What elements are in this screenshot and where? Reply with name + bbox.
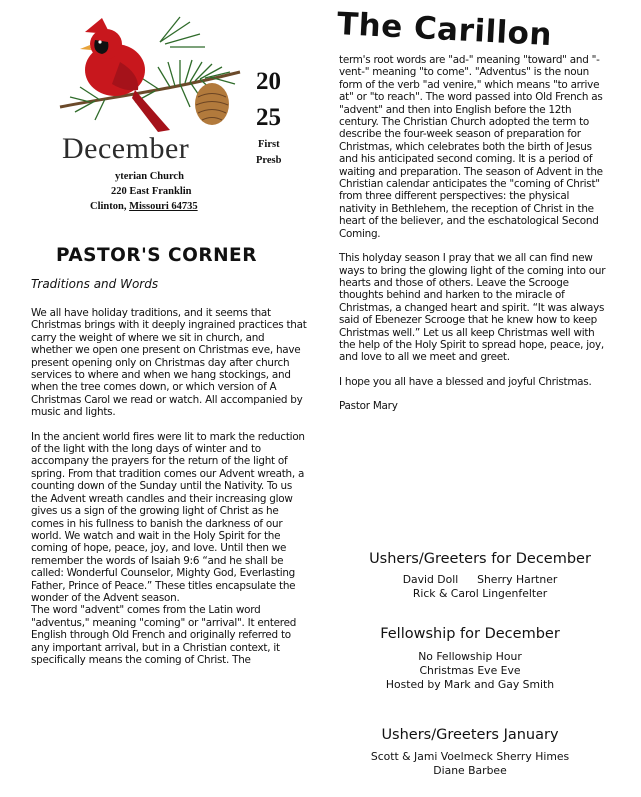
fellowship-december-title: Fellowship for December: [380, 626, 560, 642]
church-name-part3: yterian Church: [115, 171, 184, 182]
church-address-city: [90, 201, 198, 212]
newsletter-title: The Carillon: [336, 6, 553, 54]
usher-name: Sherry Hartner: [477, 573, 558, 586]
article-signature: Pastor Mary: [339, 400, 398, 413]
cardinal-pine-illustration: [40, 12, 245, 152]
cardinal-icon: [80, 18, 170, 132]
state-zip-link[interactable]: Missouri 64735: [129, 201, 198, 212]
ushers-december-names: [330, 573, 630, 601]
ushers-january-title: Ushers/Greeters January: [381, 727, 559, 743]
church-name-part2: Presb: [256, 155, 282, 166]
names-line: Rick & Carol Lingenfelter: [412, 587, 548, 600]
fellowship-line: No Fellowship Hour: [418, 650, 522, 663]
year-top: 20: [256, 68, 281, 95]
ushers-january-section: [320, 727, 620, 778]
pine-cone-icon: [195, 83, 229, 125]
month-title: December: [62, 132, 190, 165]
article-paragraph: In the ancient world fires were lit to mark the reduction of the light with the long days of winter and to accompany the prayers for the return of the light of spring. From that tradition comes our Advent wreath, a counting down of the Sunday until the Nativity. To us the Advent wreath candles and their increasing glow gives us a sign of the growing light of Christ as he comes in his fullness to banish the darkness of our world. We watch and wait in the Holy Spirit for the coming of hope, peace, joy, and love. Until then we remember the words of Isaiah 9:6 “and he shall be called: Wonderful Counselor, Mighty God, Everlasting Father, Prince of Peace.” These titles encapsulate the wonder of the Advent season.: [31, 430, 305, 604]
fellowship-details: [320, 650, 620, 692]
ushers-december-title: Ushers/Greeters for December: [369, 551, 591, 567]
pastors-corner-heading: PASTOR'S CORNER: [56, 245, 257, 266]
names-line: [330, 573, 630, 587]
church-address-street: 220 East Franklin: [111, 186, 192, 197]
year-bottom: 25: [256, 104, 281, 131]
ushers-december-section: [330, 551, 630, 601]
church-name-part1: First: [258, 139, 280, 150]
article-paragraph: The word "advent" comes from the Latin word "adventus," meaning "coming" or "arrival". It entered English through Old French and originally referred to any important arrival, but in a Christian context, it specifically means the coming of Christ. The: [31, 604, 297, 666]
ushers-january-names: [320, 750, 620, 778]
article-left-column: [31, 307, 307, 678]
article-paragraph: term's root words are "ad-" meaning "toward" and "-vent-" meaning "to come". "Adventus" is the noun form of the verb "ad venire," which means "to arrive at" or "to reach". The word passed into Old French as "advent" and then into English before the 12th century. The Christian Church adopted the term to describe the four-week season of preparation for Christmas, which celebrates both the birth of Jesus and his anticipated second coming. It is a period of waiting and preparation. The season of Advent in the Christian calendar anticipates the "coming of Christ" from three different perspectives: the physical nativity in Bethlehem, the reception of Christ in the heart of the believer, and the eschatological Second Coming.: [339, 54, 603, 240]
fellowship-december-section: [320, 626, 620, 692]
article-right-column: [339, 54, 607, 425]
names-line: Scott & Jami Voelmeck Sherry Himes: [370, 750, 570, 763]
article-paragraph: This holyday season I pray that we all can find new ways to bring the glowing light of the coming into our hearts and those of others. Leave the Scrooge thoughts behind and harken to the miracle of Christmas, a changed heart and spirit. “It was always said of Ebenezer Scrooge that he knew how to keep Christmas well.” Let us all keep Christmas well with the help of the Holy Spirit to spread hope, peace, joy, and love to all we meet and greet.: [339, 252, 606, 364]
article-paragraph: We all have holiday traditions, and it seems that Christmas brings with it deeply ingrained practices that carry the weight of where we sit in church, and whether we open one present on Christmas eve, have present opening only on Christmas day after church services to where and when we hang stockings, and when the tree comes down, or which version of A Christmas Carol we read or watch. All accompanied by music and lights.: [31, 307, 307, 419]
city-text: Clinton,: [90, 201, 127, 212]
fellowship-line: Christmas Eve Eve: [419, 664, 521, 677]
fellowship-line: Hosted by Mark and Gay Smith: [385, 678, 555, 691]
usher-name: David Doll: [402, 573, 459, 586]
names-line: Diane Barbee: [433, 764, 507, 777]
article-paragraph: I hope you all have a blessed and joyful Christmas.: [339, 375, 592, 388]
pastors-corner-subtitle: Traditions and Words: [31, 277, 159, 291]
